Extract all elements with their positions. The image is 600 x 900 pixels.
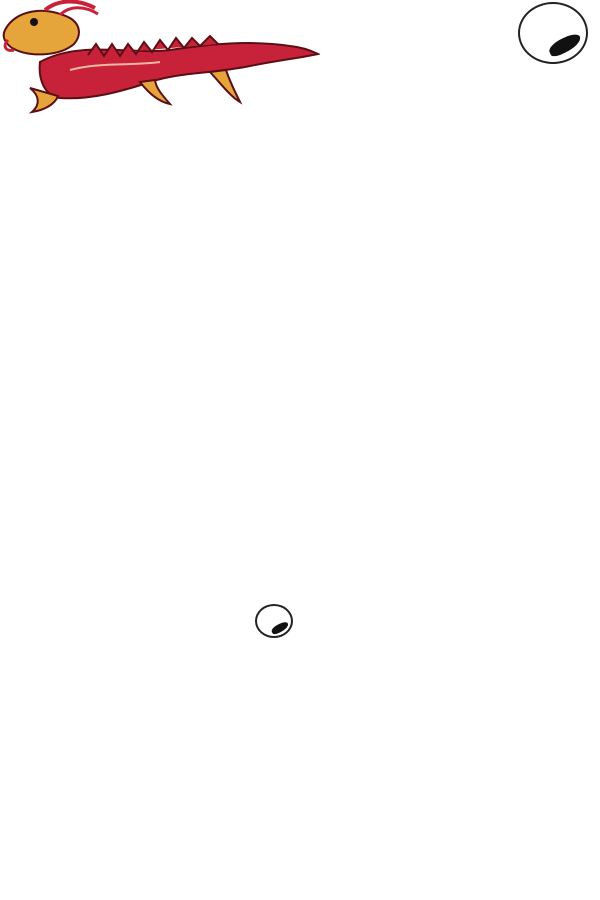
bottom-left-grid: [0, 598, 292, 848]
bottom-right-grid: [300, 588, 600, 850]
bottom-right-practice-sheet: [300, 588, 600, 850]
brand-logo-small: [255, 604, 293, 638]
dragon-illustration-icon: [0, 0, 320, 125]
ink-brush-logo-icon: [270, 621, 290, 636]
brand-logo: [518, 2, 588, 64]
bottom-left-practice-sheet: [0, 598, 292, 848]
ink-brush-logo-icon: [547, 31, 584, 58]
